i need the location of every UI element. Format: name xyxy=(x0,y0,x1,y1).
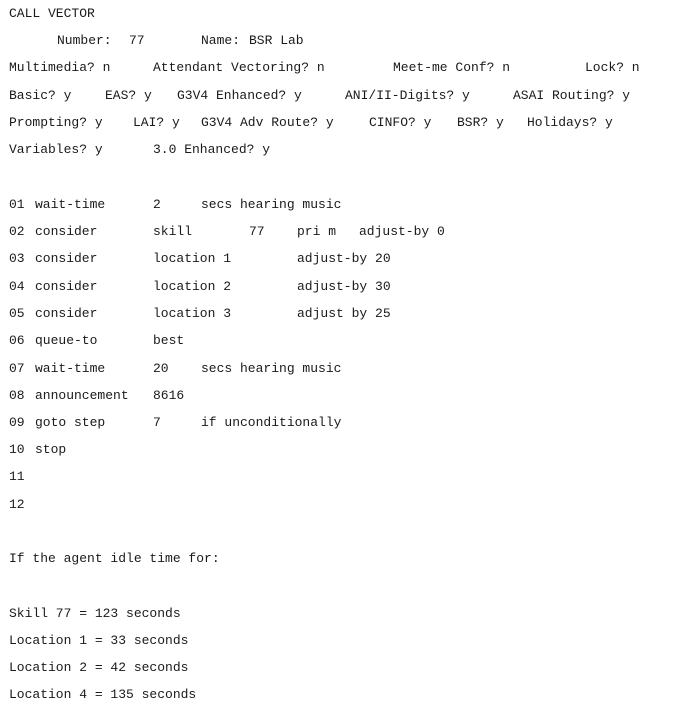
step-field[interactable]: 20 xyxy=(153,361,169,376)
step-number: 03 xyxy=(9,251,25,266)
name-value[interactable]: BSR Lab xyxy=(249,33,304,48)
option-attendant-vectoring[interactable]: Attendant Vectoring? n xyxy=(153,60,325,75)
option-holidays[interactable]: Holidays? y xyxy=(527,115,613,130)
option-ani-ii-digits[interactable]: ANI/II-Digits? y xyxy=(345,88,470,103)
step-field[interactable]: best xyxy=(153,333,185,348)
step-number: 04 xyxy=(9,279,25,294)
step-command[interactable]: goto step xyxy=(35,415,106,430)
option-lock[interactable]: Lock? n xyxy=(585,60,640,75)
step-field[interactable]: location 3 xyxy=(153,306,232,321)
step-field[interactable]: adjust by 25 xyxy=(297,306,391,321)
step-number: 02 xyxy=(9,224,25,239)
option-lai[interactable]: LAI? y xyxy=(133,115,180,130)
step-field[interactable]: location 2 xyxy=(153,279,232,294)
options-row-2 xyxy=(9,88,669,104)
option-basic[interactable]: Basic? y xyxy=(9,88,72,103)
step-field[interactable]: adjust-by 0 xyxy=(359,224,445,239)
vector-step xyxy=(9,469,669,485)
step-field[interactable]: secs hearing music xyxy=(201,361,342,376)
idle-time-entry: Location 1 = 33 seconds xyxy=(9,633,189,648)
option-cinfo[interactable]: CINFO? y xyxy=(369,115,432,130)
number-value[interactable]: 77 xyxy=(129,33,145,48)
options-row-1 xyxy=(9,60,669,76)
option-g3v4-adv-route[interactable]: G3V4 Adv Route? y xyxy=(201,115,334,130)
option-g3v4-enhanced[interactable]: G3V4 Enhanced? y xyxy=(177,88,302,103)
option-bsr[interactable]: BSR? y xyxy=(457,115,504,130)
step-number: 06 xyxy=(9,333,25,348)
step-command[interactable]: announcement xyxy=(35,388,129,403)
vector-step xyxy=(9,333,669,349)
vector-step xyxy=(9,361,669,377)
step-command[interactable]: wait-time xyxy=(35,361,106,376)
step-field[interactable]: skill xyxy=(153,224,193,239)
vector-step xyxy=(9,388,669,404)
vector-id-line xyxy=(9,33,669,49)
option-asai-routing[interactable]: ASAI Routing? y xyxy=(513,88,631,103)
vector-step xyxy=(9,497,669,513)
idle-time-question: If the agent idle time for: xyxy=(9,551,220,566)
step-field[interactable]: pri m xyxy=(297,224,337,239)
option-3-0-enhanced[interactable]: 3.0 Enhanced? y xyxy=(153,142,271,157)
step-field[interactable]: adjust-by 30 xyxy=(297,279,391,294)
vector-step xyxy=(9,279,669,295)
step-command[interactable]: queue-to xyxy=(35,333,98,348)
options-row-4 xyxy=(9,142,669,158)
step-number: 08 xyxy=(9,388,25,403)
option-variables[interactable]: Variables? y xyxy=(9,142,103,157)
step-number: 07 xyxy=(9,361,25,376)
step-field[interactable]: adjust-by 20 xyxy=(297,251,391,266)
vector-step xyxy=(9,251,669,267)
vector-step xyxy=(9,306,669,322)
step-command[interactable]: wait-time xyxy=(35,197,106,212)
step-number: 09 xyxy=(9,415,25,430)
idle-time-entry: Location 4 = 135 seconds xyxy=(9,687,197,702)
option-prompting[interactable]: Prompting? y xyxy=(9,115,103,130)
option-eas[interactable]: EAS? y xyxy=(105,88,152,103)
step-command[interactable]: consider xyxy=(35,279,98,294)
number-label: Number: xyxy=(57,33,112,48)
step-command[interactable]: stop xyxy=(35,442,67,457)
step-field[interactable]: location 1 xyxy=(153,251,232,266)
idle-time-entry: Location 2 = 42 seconds xyxy=(9,660,189,675)
step-command[interactable]: consider xyxy=(35,224,98,239)
options-row-3 xyxy=(9,115,669,131)
screen-title: CALL VECTOR xyxy=(9,6,95,21)
option-meet-me-conf[interactable]: Meet-me Conf? n xyxy=(393,60,511,75)
step-number: 05 xyxy=(9,306,25,321)
step-field[interactable]: 77 xyxy=(249,224,265,239)
step-number: 12 xyxy=(9,497,25,512)
idle-time-entry: Skill 77 = 123 seconds xyxy=(9,606,181,621)
step-number: 10 xyxy=(9,442,25,457)
option-multimedia[interactable]: Multimedia? n xyxy=(9,60,111,75)
step-field[interactable]: secs hearing music xyxy=(201,197,342,212)
vector-step xyxy=(9,442,669,458)
step-command[interactable]: consider xyxy=(35,306,98,321)
step-number: 11 xyxy=(9,469,25,484)
step-field[interactable]: 8616 xyxy=(153,388,185,403)
vector-step xyxy=(9,197,669,213)
step-number: 01 xyxy=(9,197,25,212)
step-field[interactable]: 7 xyxy=(153,415,161,430)
vector-step xyxy=(9,415,669,431)
vector-step xyxy=(9,224,669,240)
step-command[interactable]: consider xyxy=(35,251,98,266)
name-label: Name: xyxy=(201,33,241,48)
step-field[interactable]: 2 xyxy=(153,197,161,212)
step-field[interactable]: if unconditionally xyxy=(201,415,342,430)
